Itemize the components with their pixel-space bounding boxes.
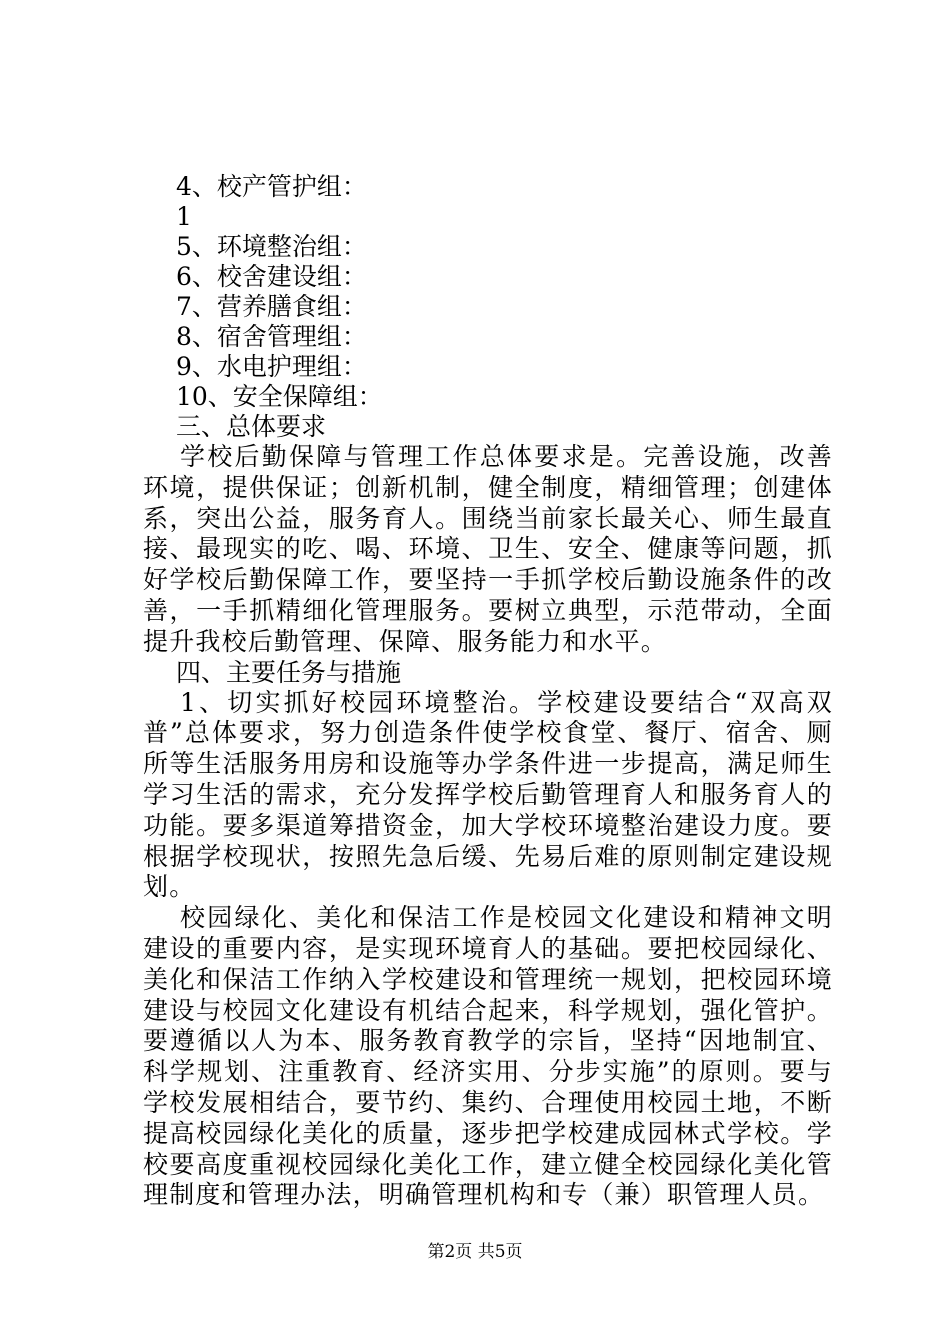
- list-item-building: 6、校舍建设组：: [176, 262, 367, 291]
- page-footer: [0, 1241, 950, 1263]
- paragraph-campus-greening: 校园绿化、美化和保洁工作是校园文化建设和精神文明建设的重要内容，是实现环境育人的基础。要把校园绿化、美化和保洁工作纳入学校建设和管理统一规划，把校园环境建设与校园文化建设有机结合起来，科学规划，强化管护。要遵循以人为本、服务教育教学的宗旨，坚持“因地制宜、科学规划、注重教育、经济实用、分步实施”的原则。要与学校发展相结合，要节约、集约、合理使用校园土地，不断提高校园绿化美化的质量，逐步把学校建成园林式学校。学校要高度重视校园绿化美化工作，建立健全校园绿化美化管理制度和管理办法，明确管理机构和专（兼）职管理人员。: [143, 903, 833, 1210]
- section-heading-main-tasks: 四、主要任务与措施: [176, 657, 402, 687]
- list-item-number: 1: [176, 202, 192, 231]
- list-item-safety: 10、安全保障组：: [176, 382, 383, 411]
- list-item-nutrition: 7、营养膳食组：: [176, 292, 367, 321]
- list-item-environment: 5、环境整治组：: [176, 232, 367, 261]
- list-item-dormitory: 8、宿舍管理组：: [176, 322, 367, 351]
- section-heading-general-requirements: 三、总体要求: [176, 412, 327, 441]
- page-indicator: 第2页 共5页: [427, 1242, 523, 1262]
- list-item-campus-property: 4、校产管护组：: [176, 172, 367, 201]
- document-body: [143, 172, 833, 1211]
- paragraph-environment-improvement: 1、切实抓好校园环境整治。学校建设要结合“双高双普”总体要求，努力创造条件使学校食堂、餐厅、宿舍、厕所等生活服务用房和设施等办学条件进一步提高，满足师生学习生活的需求，充分发挥学校后勤管理育人和服务育人的功能。要多渠道筹措资金，加大学校环境整治建设力度。要根据学校现状，按照先急后缓、先易后难的原则制定建设规划。: [143, 687, 833, 902]
- list-item-utilities: 9、水电护理组：: [176, 352, 367, 381]
- paragraph-general-requirements: 学校后勤保障与管理工作总体要求是。完善设施，改善环境，提供保证；创新机制，健全制度，精细管理；创建体系，突出公益，服务育人。围绕当前家长最关心、师生最直接、最现实的吃、喝、环境、卫生、安全、健康等问题，抓好学校后勤保障工作，要坚持一手抓学校后勤设施条件的改善，一手抓精细化管理服务。要树立典型，示范带动，全面提升我校后勤管理、保障、服务能力和水平。: [143, 442, 833, 656]
